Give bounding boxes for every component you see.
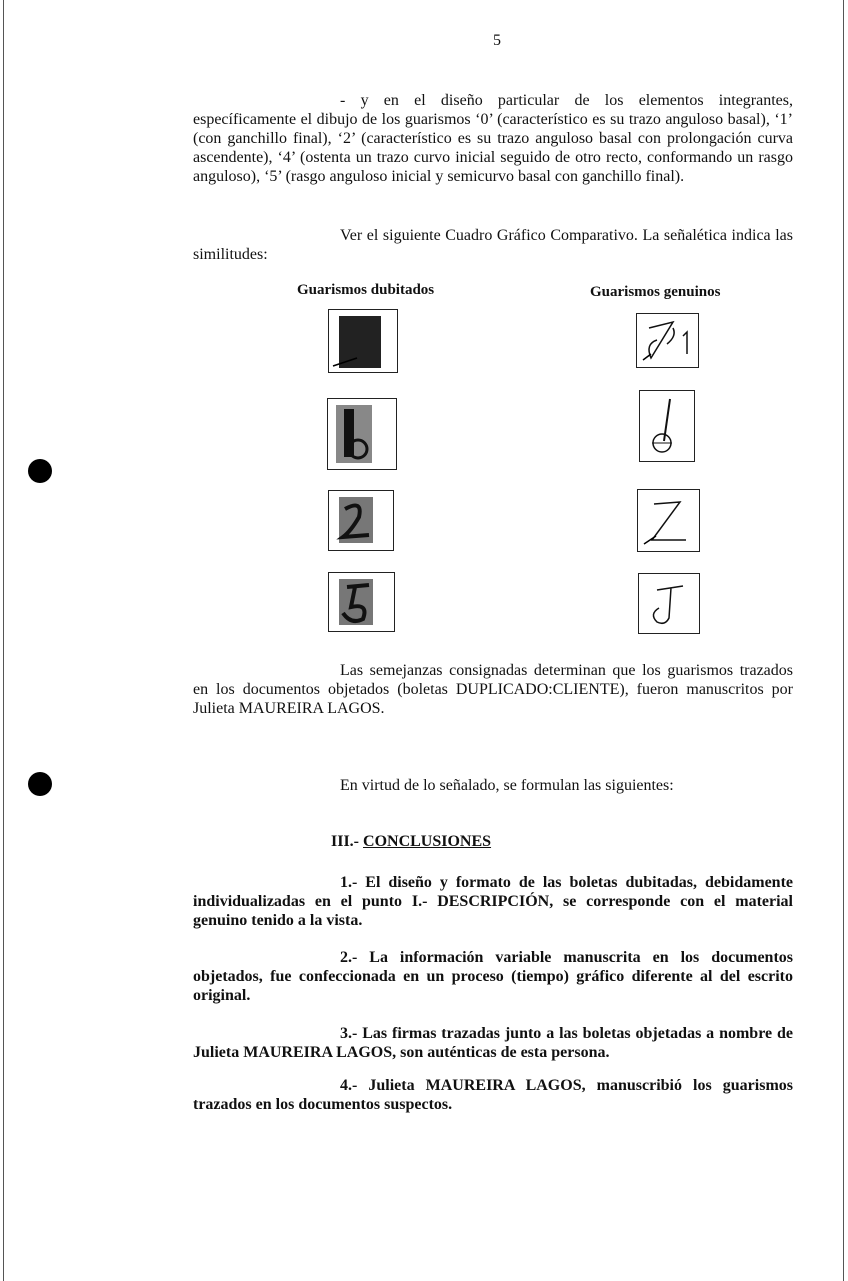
left-scan-edge <box>3 0 4 1281</box>
paragraph: Ver el siguiente Cuadro Gráfico Comparativo. La señalética indica las similitudes: <box>193 227 793 263</box>
punch-hole <box>28 772 52 796</box>
page-number: 5 <box>493 32 501 49</box>
dubitados-heading: Guarismos dubitados <box>297 282 435 298</box>
section-title: CONCLUSIONES <box>363 833 492 850</box>
genuino-digit-0-image <box>636 313 699 368</box>
dubitado-digit-5-image <box>328 572 395 632</box>
genuino-digit-5-image <box>638 573 700 634</box>
dubitado-digit-0-image <box>328 309 398 373</box>
dubitado-digit-1-image <box>327 398 397 470</box>
conclusion-item: 4.- Julieta MAUREIRA LAGOS, manuscribió los guarismos trazados en los documentos suspectos. <box>193 1077 793 1113</box>
conclusion-item: 1.- El diseño y formato de las boletas dubitadas, debidamente individualizadas en el punto I.- DESCRIPCIÓN, se corresponde con el material genuino tenido a la vista. <box>193 874 793 929</box>
right-scan-edge <box>843 0 844 1281</box>
genuinos-heading: Guarismos genuinos <box>590 284 721 300</box>
paragraph: En virtud de lo señalado, se formulan las siguientes: <box>340 777 674 794</box>
conclusion-item: 2.- La información variable manuscrita en los documentos objetados, fue confeccionada en un proceso (tiempo) gráfico diferente al del escrito original. <box>193 949 793 1004</box>
paragraph: Las semejanzas consignadas determinan que los guarismos trazados en los documentos objetados (boletas DUPLICADO:CLIENTE), fueron manuscritos por Julieta MAUREIRA LAGOS. <box>193 662 793 717</box>
genuino-digit-2-image <box>637 489 700 552</box>
conclusion-item: 3.- Las firmas trazadas junto a las boletas objetadas a nombre de Julieta MAUREIRA LAGOS, son auténticas de esta persona. <box>193 1025 793 1061</box>
punch-hole <box>28 459 52 483</box>
section-prefix: III.- <box>331 833 364 850</box>
section-heading <box>331 833 491 851</box>
paragraph: - y en el diseño particular de los elementos integrantes, específicamente el dibujo de los guarismos ‘0’ (característico es su trazo anguloso basal), ‘1’ (con ganchillo final), ‘2’ (característico es su trazo anguloso basal con prolongación curva ascendente), ‘4’ (ostenta un trazo curvo inicial seguido de otro recto, conformando un rasgo anguloso), ‘5’ (rasgo anguloso inicial y semicurvo basal con ganchillo final). <box>193 92 793 185</box>
genuino-digit-1-image <box>639 390 695 462</box>
dubitado-digit-2-image <box>328 490 394 551</box>
